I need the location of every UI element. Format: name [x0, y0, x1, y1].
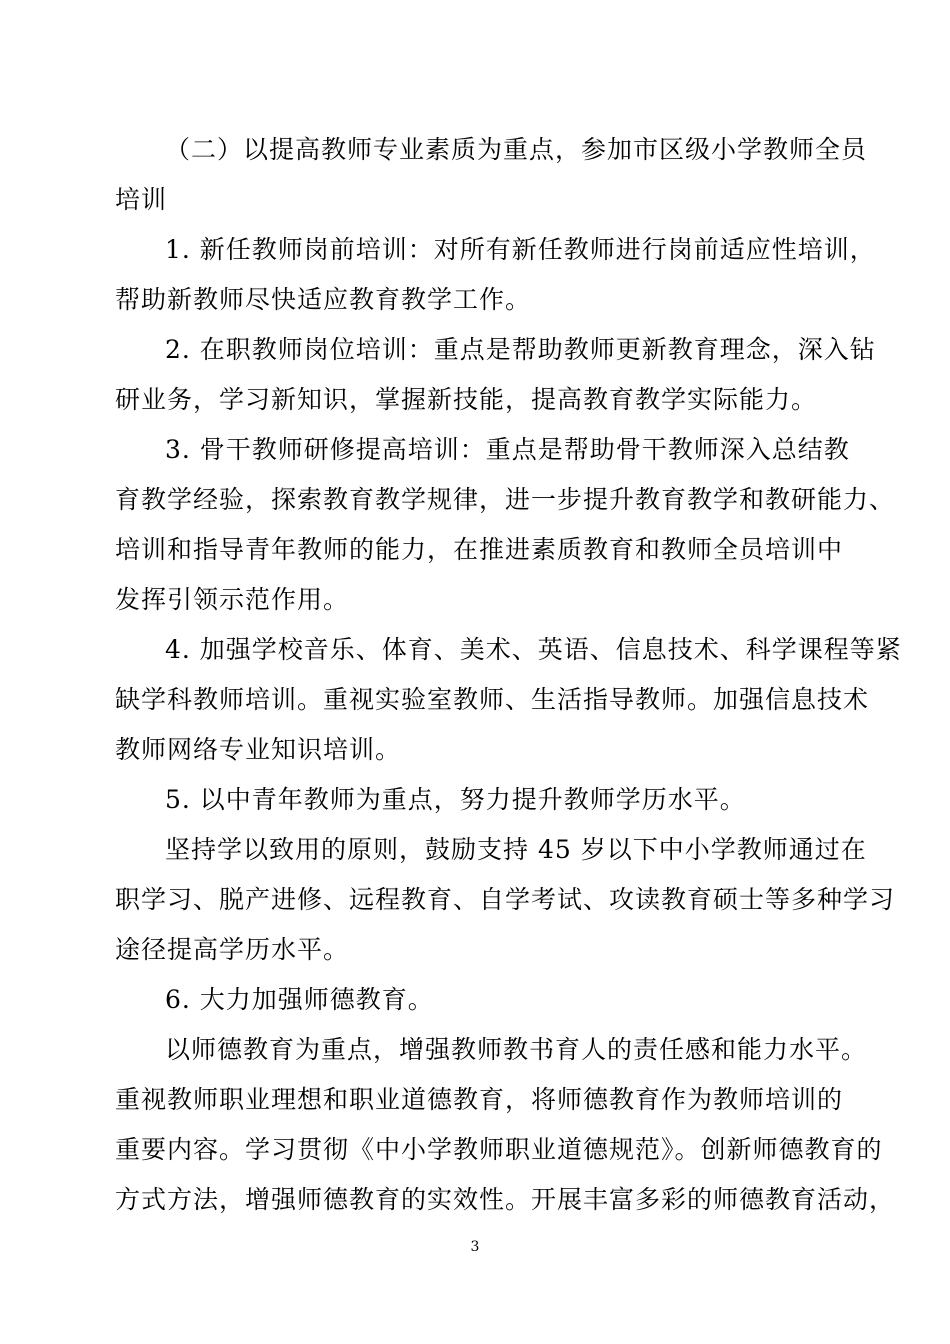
paragraph-line: 途径提高学历水平。	[115, 935, 350, 964]
paragraph-line: 教师网络专业知识培训。	[115, 735, 402, 764]
paragraph-line: 5. 以中青年教师为重点，努力提升教师学历水平。	[165, 785, 746, 814]
paragraph-line: 6. 大力加强师德教育。	[165, 985, 434, 1014]
paragraph-line: 3. 骨干教师研修提高培训：重点是帮助骨干教师深入总结教	[165, 435, 850, 464]
paragraph-line: 坚持学以致用的原则，鼓励支持 45 岁以下中小学教师通过在	[165, 835, 867, 864]
paragraph-line: 帮助新教师尽快适应教育教学工作。	[115, 285, 532, 314]
section-heading: （二）以提高教师专业素质为重点，参加市区级小学教师全员	[165, 135, 868, 164]
paragraph-line: 以师德教育为重点，增强教师教书育人的责任感和能力水平。	[165, 1035, 868, 1064]
paragraph-line: 缺学科教师培训。重视实验室教师、生活指导教师。加强信息技术	[115, 685, 870, 714]
paragraph-line: 2. 在职教师岗位培训：重点是帮助教师更新教育理念，深入钻	[165, 335, 876, 364]
paragraph-line: 研业务，学习新知识，掌握新技能，提高教育教学实际能力。	[115, 385, 818, 414]
paragraph-line: 4. 加强学校音乐、体育、美术、英语、信息技术、科学课程等紧	[165, 635, 902, 664]
paragraph-line: 发挥引领示范作用。	[115, 585, 350, 614]
page-number: 3	[470, 1239, 480, 1255]
paragraph-line: 重要内容。学习贯彻《中小学教师职业道德规范》。创新师德教育的	[115, 1135, 883, 1164]
paragraph-line: 育教学经验，探索教育教学规律，进一步提升教育教学和教研能力、	[115, 485, 896, 514]
paragraph-line: 职学习、脱产进修、远程教育、自学考试、攻读教育硕士等多种学习	[115, 885, 896, 914]
paragraph-line: 培训和指导青年教师的能力，在推进素质教育和教师全员培训中	[115, 535, 844, 564]
paragraph-line: 重视教师职业理想和职业道德教育，将师德教育作为教师培训的	[115, 1085, 844, 1114]
paragraph-line: 1. 新任教师岗前培训：对所有新任教师进行岗前适应性培训，	[165, 235, 876, 264]
section-heading-continued: 培训	[115, 185, 168, 214]
paragraph-line: 方式方法，增强师德教育的实效性。开展丰富多彩的师德教育活动，	[115, 1185, 896, 1214]
